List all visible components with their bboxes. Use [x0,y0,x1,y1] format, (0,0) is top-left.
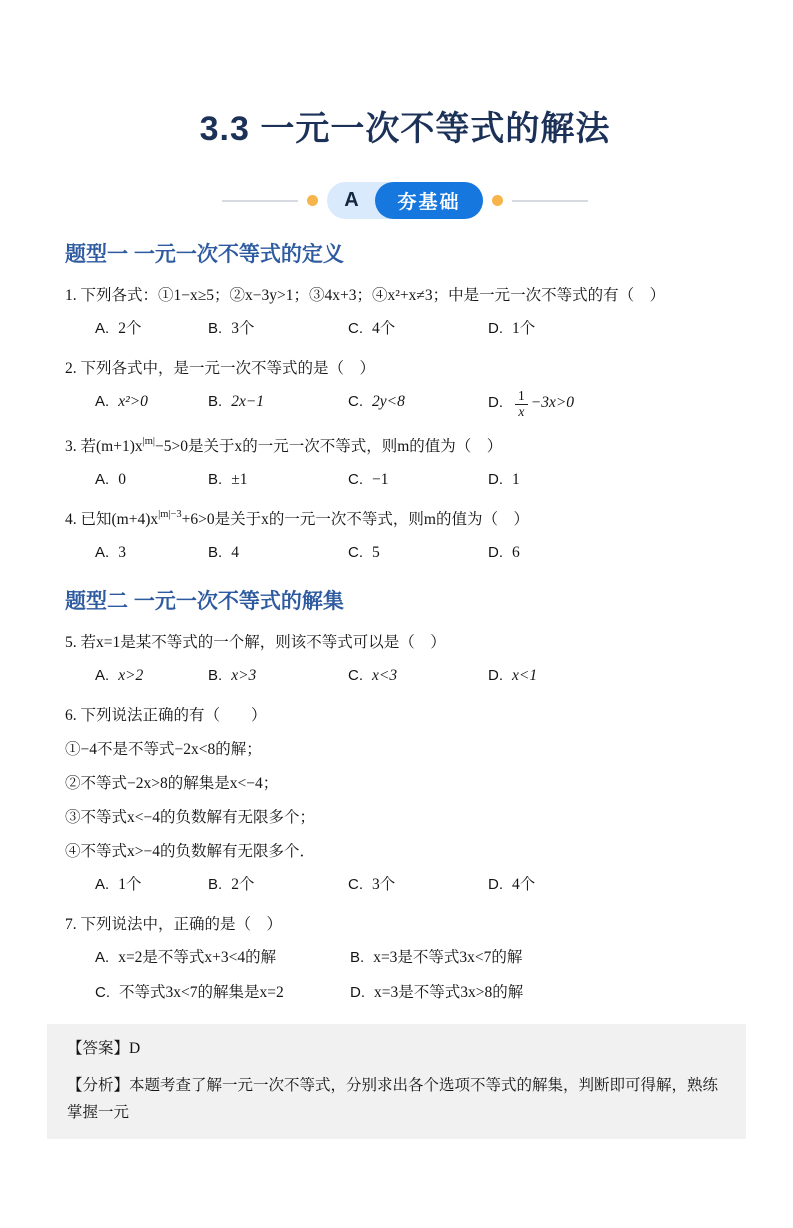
question-7 [65,911,745,1006]
q5-stem: 5. 若x=1是某不等式的一个解，则该不等式可以是（ ） [65,633,446,651]
q4-options [65,540,745,566]
page-title: 3.3 一元一次不等式的解法 [199,110,611,148]
q6-option-b: B. 2个 [208,875,255,893]
q6-stem: 6. 下列说法正确的有（ ） [65,706,267,724]
q4-option-c: C. 5 [348,543,380,561]
q5-option-d: D. x<1 [488,666,538,684]
q6-item-4: ④不等式x>−4的负数解有无限多个． [65,842,315,860]
q1-option-d: D. 1个 [488,320,536,337]
badge-letter: A [344,189,359,211]
question-2 [65,355,745,420]
q2-option-b: B. 2x−1 [208,393,265,410]
analysis-line: 【分析】本题考查了解一元一次不等式，分别求出各个选项不等式的解集，判断即可得解，熟练掌握一元 [67,1076,719,1121]
question-3 [65,433,745,493]
badge-pill [327,182,482,219]
q7-option-b: B. x=3是不等式3x<7的解 [350,948,523,966]
q1-option-c: C. 4个 [348,320,396,337]
badge-dot-right-icon [492,195,503,206]
worksheet-page [0,106,793,1139]
section-badge [65,182,745,219]
q5-option-a: A. x>2 [95,666,144,684]
q1-option-a: A. 2个 [95,320,142,337]
q3-exponent: |m| [142,435,155,447]
q4-stem: 4. 已知$(m+4)x^{|m|-3}+6>0$是关于x的一元一次不等式，则m的值为（ ） [65,508,529,528]
q6-item-3: ③不等式x<−4的负数解有无限多个； [65,808,315,826]
q3-stem: 3. 若$(m+1)x^{|m|}-5>0$是关于x的一元一次不等式，则m的值为（ ） [65,435,503,455]
question-6 [65,702,745,898]
q2-options [65,389,745,420]
section-heading-1: 题型一 一元一次不等式的定义 [65,243,344,266]
badge-line-right [512,200,588,202]
q4-option-b: B. 4 [208,543,239,561]
q5-options [65,663,745,689]
q6-option-d: D. 4个 [488,875,536,893]
q3-option-c: C. −1 [348,470,389,488]
q7-options [65,945,745,1006]
q6-option-a: A. 1个 [95,875,142,893]
q2-stem: 2. 下列各式中，是一元一次不等式的是（ ） [65,360,376,377]
fraction: $\frac{1}{x}$ [515,389,528,420]
q3-option-a: A. 0 [95,470,126,488]
q7-option-d: D. x=3是不等式3x>8的解 [350,983,524,1001]
q5-option-b: B. x>3 [208,666,257,684]
q7-option-a: A. x=2是不等式x+3<4的解 [95,948,277,966]
q3-option-d: D. 1 [488,470,520,488]
q3-options [65,467,745,493]
answer-line: 【答案】D [67,1039,141,1057]
q2-option-a: A. x²>0 [95,393,148,410]
q4-option-a: A. 3 [95,543,126,561]
q4-option-d: D. 6 [488,543,520,561]
q6-item-1: ①−4不是不等式−2x<8的解； [65,740,262,758]
badge-dot-left-icon [307,195,318,206]
q6-options [65,872,745,898]
section-heading-2: 题型二 一元一次不等式的解集 [65,589,344,613]
answer-block [47,1024,746,1139]
q4-exponent: |m|−3 [158,508,182,520]
q6-option-c: C. 3个 [348,875,396,893]
question-1 [65,282,745,342]
q7-option-c: C. 不等式3x<7的解集是x=2 [95,983,284,1001]
q5-option-c: C. x<3 [348,666,398,684]
q2-option-c: C. 2y<8 [348,393,405,410]
q1-options [65,316,745,342]
badge-line-left [222,200,298,202]
badge-label: 夯基础 [375,182,482,219]
q7-stem: 7. 下列说法中，正确的是（ ） [65,915,283,933]
q6-item-2: ②不等式−2x>8的解集是x<−4； [65,774,279,792]
question-4 [65,506,745,566]
q2-option-d: D. $\frac{1}{x}$ −3x>0 [488,388,575,419]
q3-option-b: B. ±1 [208,470,248,488]
q1-option-b: B. 3个 [208,320,255,337]
q1-stem: 1. 下列各式：①1−x≥5；②x−3y>1；③4x+3；④x²+x≠3；中是一元一次不等式的有（ ） [65,287,666,304]
question-5 [65,629,745,689]
